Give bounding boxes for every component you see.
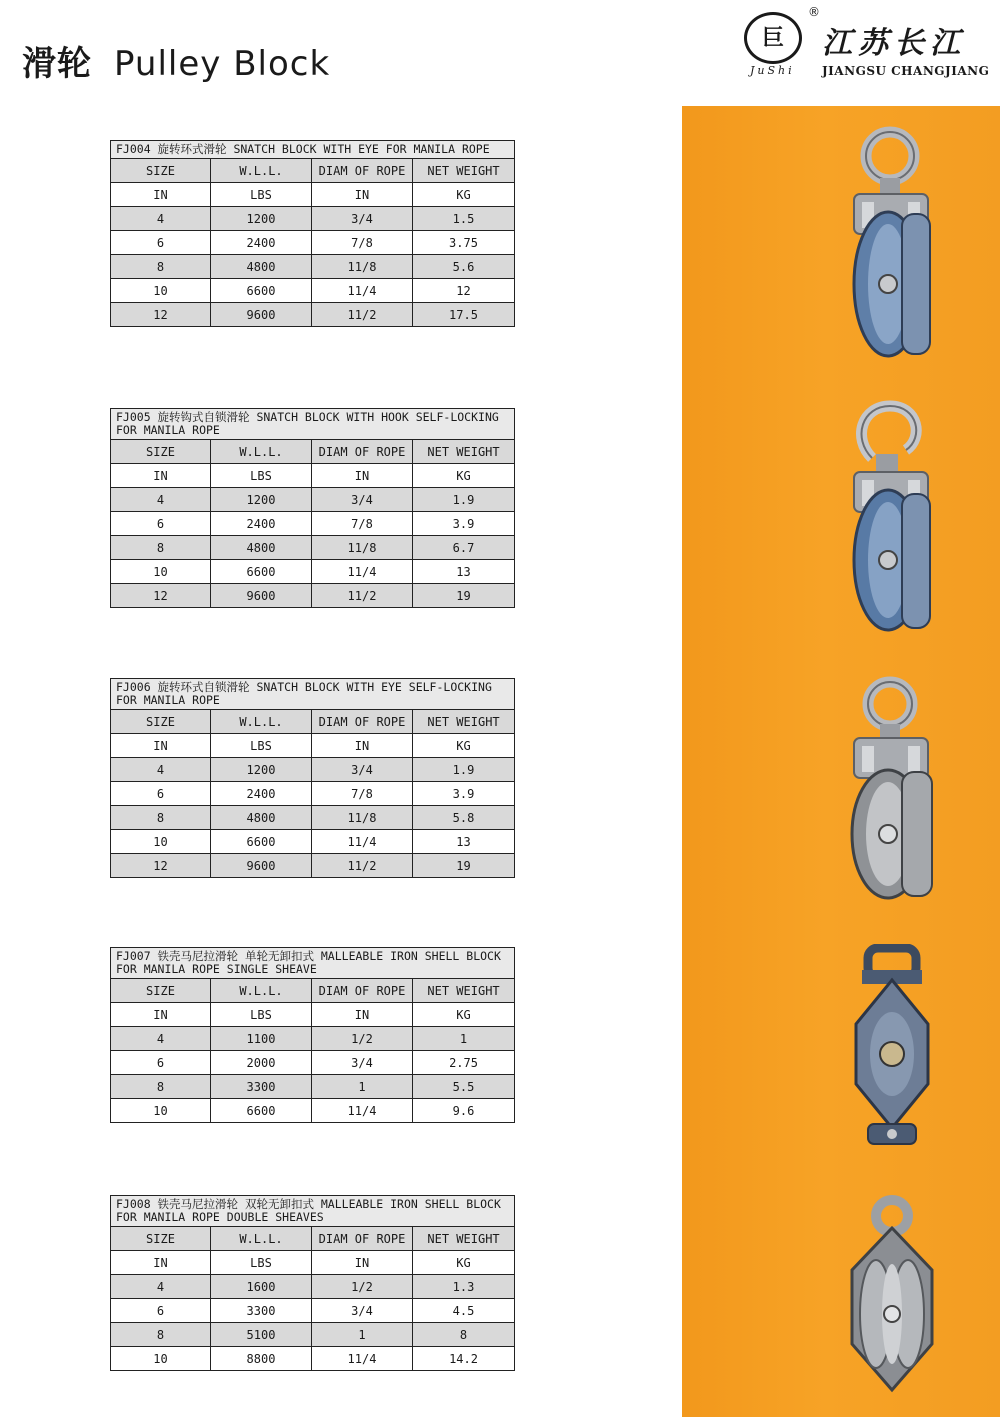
cell-size: 6 (111, 1051, 211, 1075)
table-row (111, 1099, 515, 1123)
column-header-weight: NET WEIGHT (413, 159, 515, 183)
cell-diam: 11/4 (312, 1099, 413, 1123)
table-unit-row (111, 734, 515, 758)
table-header-row (111, 159, 515, 183)
cell-diam: 3/4 (312, 1051, 413, 1075)
cell-size: 6 (111, 1299, 211, 1323)
cell-weight: 19 (413, 584, 515, 608)
page-title (22, 36, 330, 85)
registered-mark: ® (808, 5, 820, 19)
cell-size: 8 (111, 536, 211, 560)
cell-wll: 9600 (211, 584, 312, 608)
cell-diam: 7/8 (312, 782, 413, 806)
cell-wll: 3300 (211, 1075, 312, 1099)
cell-diam: 11/2 (312, 854, 413, 878)
cell-weight: 8 (413, 1323, 515, 1347)
cell-diam: 11/4 (312, 279, 413, 303)
cell-weight: 5.6 (413, 255, 515, 279)
table-row (111, 255, 515, 279)
table-unit-row (111, 464, 515, 488)
brand-emblem-subtext: JuShi (750, 64, 795, 77)
table-row (111, 806, 515, 830)
unit-cell-weight: KG (413, 183, 515, 207)
spec-table (110, 1195, 515, 1371)
table-header-row (111, 710, 515, 734)
cell-diam: 3/4 (312, 758, 413, 782)
table-row (111, 512, 515, 536)
cell-weight: 9.6 (413, 1099, 515, 1123)
cell-weight: 13 (413, 560, 515, 584)
table-row (111, 1299, 515, 1323)
column-header-weight: NET WEIGHT (413, 440, 515, 464)
cell-size: 4 (111, 207, 211, 231)
spec-table (110, 408, 515, 608)
cell-weight: 5.8 (413, 806, 515, 830)
cell-size: 6 (111, 512, 211, 536)
cell-size: 8 (111, 1075, 211, 1099)
cell-wll: 3300 (211, 1299, 312, 1323)
cell-diam: 1/2 (312, 1027, 413, 1051)
unit-cell-size: IN (111, 183, 211, 207)
cell-weight: 13 (413, 830, 515, 854)
cell-weight: 4.5 (413, 1299, 515, 1323)
unit-cell-diam: IN (312, 734, 413, 758)
cell-wll: 1200 (211, 758, 312, 782)
unit-cell-wll: LBS (211, 1251, 312, 1275)
table-row (111, 830, 515, 854)
snatch-block-eye-icon (832, 124, 952, 364)
brand-name-en: JIANGSU CHANGJIANG (822, 64, 990, 78)
spec-table (110, 140, 515, 327)
cell-size: 10 (111, 830, 211, 854)
cell-size: 10 (111, 279, 211, 303)
cell-size: 4 (111, 758, 211, 782)
cell-weight: 1.9 (413, 488, 515, 512)
cell-diam: 11/8 (312, 806, 413, 830)
cell-weight: 14.2 (413, 1347, 515, 1371)
cell-weight: 1.3 (413, 1275, 515, 1299)
cell-weight: 1 (413, 1027, 515, 1051)
cell-diam: 1 (312, 1075, 413, 1099)
column-header-wll: W.L.L. (211, 159, 312, 183)
page-title-cn: 滑轮 (22, 44, 92, 84)
table-caption: FJ004 旋转环式滑轮 SNATCH BLOCK WITH EYE FOR MANILA ROPE (111, 141, 515, 159)
cell-size: 6 (111, 782, 211, 806)
cell-weight: 17.5 (413, 303, 515, 327)
cell-size: 8 (111, 1323, 211, 1347)
cell-wll: 9600 (211, 854, 312, 878)
cell-wll: 9600 (211, 303, 312, 327)
column-header-weight: NET WEIGHT (413, 979, 515, 1003)
cell-weight: 3.9 (413, 782, 515, 806)
cell-diam: 3/4 (312, 488, 413, 512)
table-caption: FJ007 铁壳马尼拉滑轮 单轮无卸扣式 MALLEABLE IRON SHELL BLOCK FOR MANILA ROPE SINGLE SHEAVE (111, 948, 515, 979)
table-caption: FJ005 旋转钩式自锁滑轮 SNATCH BLOCK WITH HOOK SELF-LOCKING FOR MANILA ROPE (111, 409, 515, 440)
spec-table (110, 947, 515, 1123)
unit-cell-wll: LBS (211, 734, 312, 758)
column-header-size: SIZE (111, 1227, 211, 1251)
column-header-wll: W.L.L. (211, 979, 312, 1003)
cell-diam: 11/4 (312, 830, 413, 854)
cell-diam: 1/2 (312, 1275, 413, 1299)
cell-wll: 5100 (211, 1323, 312, 1347)
cell-wll: 1200 (211, 207, 312, 231)
table-caption: FJ006 旋转环式自锁滑轮 SNATCH BLOCK WITH EYE SELF-LOCKING FOR MANILA ROPE (111, 679, 515, 710)
cell-size: 12 (111, 584, 211, 608)
column-header-size: SIZE (111, 440, 211, 464)
table-row (111, 1347, 515, 1371)
cell-weight: 5.5 (413, 1075, 515, 1099)
cell-size: 6 (111, 231, 211, 255)
snatch-block-eye-selflock-icon (832, 674, 952, 914)
unit-cell-weight: KG (413, 734, 515, 758)
table-row (111, 782, 515, 806)
cell-wll: 2400 (211, 512, 312, 536)
unit-cell-diam: IN (312, 464, 413, 488)
cell-size: 8 (111, 806, 211, 830)
table-caption: FJ008 铁壳马尼拉滑轮 双轮无卸扣式 MALLEABLE IRON SHELL BLOCK FOR MANILA ROPE DOUBLE SHEAVES (111, 1196, 515, 1227)
table-unit-row (111, 1003, 515, 1027)
cell-size: 10 (111, 560, 211, 584)
cell-size: 12 (111, 854, 211, 878)
cell-diam: 11/8 (312, 255, 413, 279)
unit-cell-size: IN (111, 1251, 211, 1275)
column-header-weight: NET WEIGHT (413, 1227, 515, 1251)
cell-wll: 8800 (211, 1347, 312, 1371)
cell-weight: 3.9 (413, 512, 515, 536)
table-header-row (111, 440, 515, 464)
table-row (111, 207, 515, 231)
table-row (111, 1075, 515, 1099)
cell-diam: 7/8 (312, 512, 413, 536)
table-row (111, 560, 515, 584)
cell-wll: 6600 (211, 830, 312, 854)
cell-weight: 19 (413, 854, 515, 878)
unit-cell-size: IN (111, 1003, 211, 1027)
table-unit-row (111, 1251, 515, 1275)
column-header-diam: DIAM OF ROPE (312, 440, 413, 464)
cell-size: 12 (111, 303, 211, 327)
column-header-diam: DIAM OF ROPE (312, 710, 413, 734)
unit-cell-wll: LBS (211, 183, 312, 207)
table-row (111, 854, 515, 878)
table-row (111, 584, 515, 608)
cell-weight: 1.9 (413, 758, 515, 782)
column-header-wll: W.L.L. (211, 440, 312, 464)
cell-wll: 6600 (211, 560, 312, 584)
table-row (111, 303, 515, 327)
iron-shell-double-sheave-icon (832, 1194, 952, 1404)
cell-weight: 2.75 (413, 1051, 515, 1075)
cell-diam: 7/8 (312, 231, 413, 255)
product-photo-panel (682, 106, 1000, 1417)
cell-wll: 4800 (211, 536, 312, 560)
brand-logo (742, 6, 998, 80)
cell-wll: 6600 (211, 1099, 312, 1123)
spec-table (110, 678, 515, 878)
column-header-size: SIZE (111, 979, 211, 1003)
iron-shell-single-sheave-icon (832, 944, 952, 1154)
cell-wll: 1100 (211, 1027, 312, 1051)
cell-weight: 6.7 (413, 536, 515, 560)
cell-diam: 3/4 (312, 207, 413, 231)
cell-wll: 2000 (211, 1051, 312, 1075)
cell-size: 4 (111, 1027, 211, 1051)
table-row (111, 1323, 515, 1347)
brand-name-cn: 江苏长江 (822, 26, 966, 61)
column-header-wll: W.L.L. (211, 1227, 312, 1251)
cell-size: 4 (111, 488, 211, 512)
column-header-size: SIZE (111, 710, 211, 734)
cell-diam: 11/4 (312, 1347, 413, 1371)
cell-wll: 1200 (211, 488, 312, 512)
snatch-block-hook-icon (832, 398, 952, 638)
unit-cell-weight: KG (413, 1003, 515, 1027)
unit-cell-diam: IN (312, 1251, 413, 1275)
table-header-row (111, 979, 515, 1003)
brand-emblem-icon (744, 12, 802, 64)
brand-emblem-glyph: 巨 (761, 25, 784, 51)
column-header-diam: DIAM OF ROPE (312, 159, 413, 183)
table-row (111, 1051, 515, 1075)
table-row (111, 758, 515, 782)
column-header-diam: DIAM OF ROPE (312, 979, 413, 1003)
unit-cell-wll: LBS (211, 1003, 312, 1027)
table-row (111, 279, 515, 303)
column-header-wll: W.L.L. (211, 710, 312, 734)
cell-size: 4 (111, 1275, 211, 1299)
unit-cell-size: IN (111, 734, 211, 758)
cell-wll: 2400 (211, 782, 312, 806)
table-header-row (111, 1227, 515, 1251)
cell-wll: 1600 (211, 1275, 312, 1299)
table-row (111, 488, 515, 512)
column-header-weight: NET WEIGHT (413, 710, 515, 734)
cell-wll: 2400 (211, 231, 312, 255)
cell-size: 10 (111, 1099, 211, 1123)
cell-weight: 12 (413, 279, 515, 303)
unit-cell-diam: IN (312, 1003, 413, 1027)
table-row (111, 1275, 515, 1299)
column-header-size: SIZE (111, 159, 211, 183)
cell-wll: 6600 (211, 279, 312, 303)
table-row (111, 536, 515, 560)
cell-size: 8 (111, 255, 211, 279)
cell-diam: 11/2 (312, 303, 413, 327)
table-row (111, 1027, 515, 1051)
cell-wll: 4800 (211, 806, 312, 830)
cell-diam: 1 (312, 1323, 413, 1347)
cell-diam: 11/4 (312, 560, 413, 584)
unit-cell-weight: KG (413, 1251, 515, 1275)
column-header-diam: DIAM OF ROPE (312, 1227, 413, 1251)
cell-wll: 4800 (211, 255, 312, 279)
table-row (111, 231, 515, 255)
cell-diam: 11/8 (312, 536, 413, 560)
page-title-en: Pulley Block (114, 44, 331, 84)
cell-diam: 3/4 (312, 1299, 413, 1323)
cell-weight: 3.75 (413, 231, 515, 255)
unit-cell-wll: LBS (211, 464, 312, 488)
unit-cell-weight: KG (413, 464, 515, 488)
cell-size: 10 (111, 1347, 211, 1371)
cell-diam: 11/2 (312, 584, 413, 608)
unit-cell-diam: IN (312, 183, 413, 207)
cell-weight: 1.5 (413, 207, 515, 231)
unit-cell-size: IN (111, 464, 211, 488)
table-unit-row (111, 183, 515, 207)
